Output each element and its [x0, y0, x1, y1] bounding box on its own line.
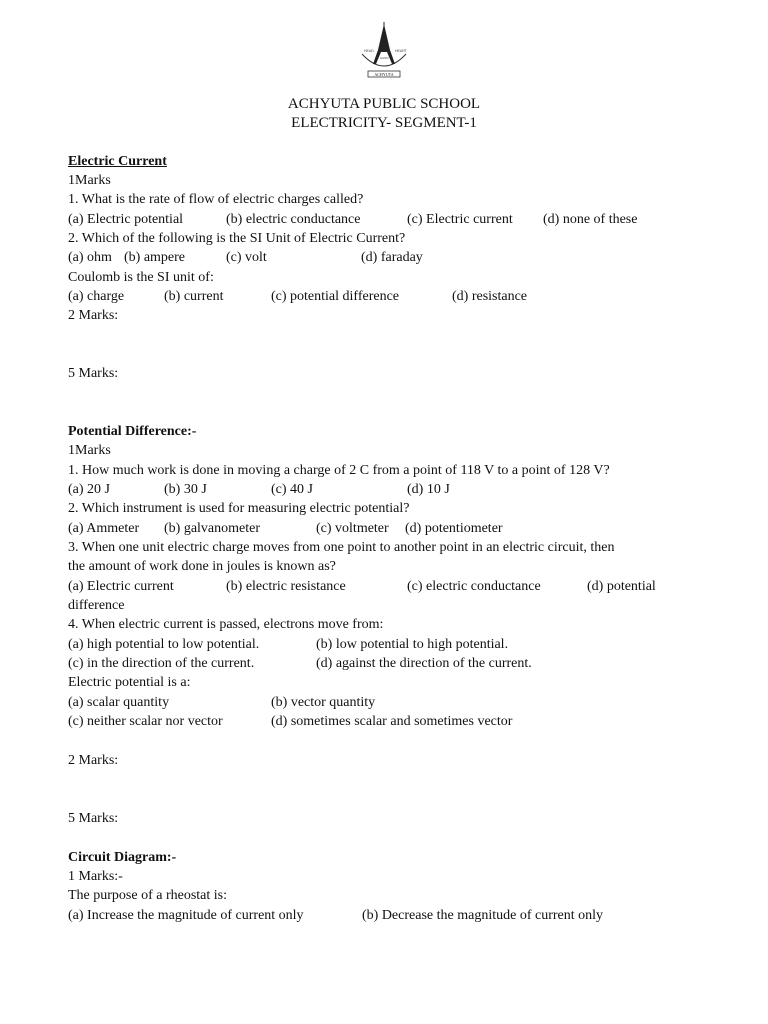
marks-label: 1Marks	[68, 173, 111, 188]
option-d: (d) sometimes scalar and sometimes vector	[271, 714, 513, 729]
option-c: (c) neither scalar nor vector	[68, 714, 223, 729]
school-logo	[354, 20, 414, 80]
section-title-circuit-diagram: Circuit Diagram:-	[68, 850, 177, 865]
svg-text:HEAD: HEAD	[364, 49, 374, 53]
option-c: (c) in the direction of the current.	[68, 656, 255, 671]
option-c: (c) potential difference	[271, 289, 400, 304]
marks-label: 1 Marks:-	[68, 869, 123, 884]
option-a: (a) Electric current	[68, 579, 174, 594]
question-text: Coulomb is the SI unit of:	[68, 270, 214, 285]
option-d: (d) potentiometer	[405, 521, 503, 536]
marks-label: 5 Marks:	[68, 366, 119, 381]
marks-label: 5 Marks:	[68, 811, 119, 826]
option-b: (b) ampere	[124, 250, 186, 265]
option-a: (a) 20 J	[68, 482, 110, 497]
section-title-electric-current: Electric Current	[68, 154, 167, 169]
section-title-potential-difference: Potential Difference:-	[68, 424, 197, 439]
logo-banner-text: ACHYUTA	[374, 71, 394, 77]
question-text: 4. When electric current is passed, electrons move from:	[68, 617, 384, 632]
option-b: (b) electric resistance	[226, 579, 346, 594]
question-text: Electric potential is a:	[68, 675, 191, 690]
option-a: (a) Electric potential	[68, 212, 184, 227]
option-a: (a) ohm	[68, 250, 112, 265]
question-text: the amount of work done in joules is known as?	[68, 559, 336, 574]
option-c: (c) electric conductance	[407, 579, 541, 594]
question-text: 2. Which instrument is used for measuring electric potential?	[68, 501, 410, 516]
option-a: (a) high potential to low potential.	[68, 637, 260, 652]
option-b: (b) current	[164, 289, 224, 304]
question-text: The purpose of a rheostat is:	[68, 888, 228, 903]
option-b: (b) 30 J	[164, 482, 207, 497]
option-b: (b) galvanometer	[164, 521, 261, 536]
option-d: (d) 10 J	[407, 482, 450, 497]
option-c: (c) voltmeter	[316, 521, 389, 536]
option-continuation: difference	[68, 598, 125, 613]
option-d: (d) potential	[587, 579, 656, 594]
marks-label: 1Marks	[68, 443, 111, 458]
worksheet-subject: ELECTRICITY- SEGMENT-1	[291, 115, 477, 131]
question-text: 3. When one unit electric charge moves from one point to another point in an electric circuit, then	[68, 540, 615, 555]
option-b: (b) Decrease the magnitude of current only	[362, 908, 604, 923]
marks-label: 2 Marks:	[68, 308, 119, 323]
option-b: (b) vector quantity	[271, 695, 376, 710]
option-d: (d) resistance	[452, 289, 528, 304]
school-name: ACHYUTA PUBLIC SCHOOL	[287, 96, 481, 112]
option-d: (d) against the direction of the current.	[316, 656, 532, 671]
svg-text:HEART: HEART	[395, 49, 407, 53]
option-c: (c) Electric current	[407, 212, 513, 227]
option-b: (b) electric conductance	[226, 212, 361, 227]
option-a: (a) Ammeter	[68, 521, 140, 536]
question-text: 2. Which of the following is the SI Unit of Electric Current?	[68, 231, 406, 246]
option-d: (d) faraday	[361, 250, 423, 265]
option-c: (c) 40 J	[271, 482, 313, 497]
option-a: (a) Increase the magnitude of current only	[68, 908, 304, 923]
marks-label: 2 Marks:	[68, 753, 119, 768]
option-d: (d) none of these	[543, 212, 638, 227]
option-a: (a) scalar quantity	[68, 695, 170, 710]
option-a: (a) charge	[68, 289, 125, 304]
question-text: 1. What is the rate of flow of electric charges called?	[68, 192, 364, 207]
svg-text:HAND: HAND	[380, 56, 389, 60]
option-c: (c) volt	[226, 250, 267, 265]
question-text: 1. How much work is done in moving a charge of 2 C from a point of 118 V to a point of 128 V?	[68, 463, 610, 478]
option-b: (b) low potential to high potential.	[316, 637, 509, 652]
